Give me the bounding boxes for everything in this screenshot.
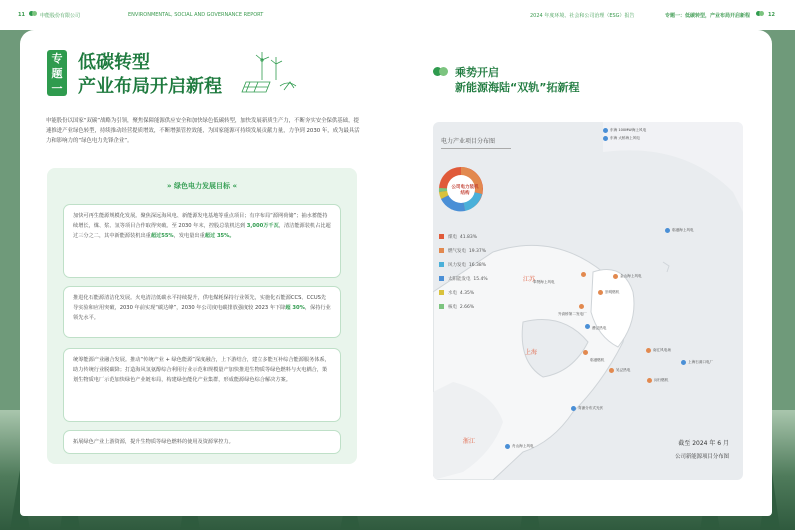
site-label: 漕泾热电 [592, 326, 607, 330]
report-title-cn: 2024 年度环境、社会和公司治理（ESG）报告 [530, 13, 635, 19]
legend-name: 太阳能发电 [448, 277, 471, 282]
site-label: 上海石洞口电厂 [688, 360, 714, 364]
goal-text: 统筹能源产业融合发展。推动“传统产业 + 绿色能源”深度融合，上下游结合，建立多能互补综合能源服务体系，助力传统行业脱碳降；打造海风氢氨醇综合利用行业示范和规模量产加快推进生物质等绿色燃料与火电耦合，策划生物质电厂示范加快绿色产业链布局，构建绿色能化产业集群，形成能源绿色综合解决方案。 [73, 357, 330, 383]
legend-value: 19.37% [468, 249, 487, 254]
goal-card [63, 286, 341, 338]
double-chevron-right-icon: » [167, 182, 172, 190]
site-label: 外高桥第二发电厂 [558, 312, 587, 316]
legend-item [439, 290, 474, 296]
goal-highlight: 超过55% [150, 233, 174, 239]
site-marker [571, 406, 576, 411]
site-marker [647, 378, 652, 383]
legend-name: 核电 [448, 305, 457, 310]
site-marker [579, 304, 584, 309]
region-label-shanghai: 上海 [525, 349, 538, 356]
site-label: 崇明燃机 [605, 290, 620, 294]
legend-item [439, 276, 488, 282]
legend-swatch [439, 276, 444, 281]
legend-name: 煤电 [448, 235, 457, 240]
topic-badge [47, 50, 67, 96]
pie-center-label: 公司电力装机结构 [451, 185, 479, 196]
site-marker [613, 274, 618, 279]
brand-dot-icon [756, 11, 764, 17]
legend-item [439, 262, 486, 268]
right-subtitle: 新能源海陆“双轨”拓新程 [455, 81, 580, 94]
section-title: 专题一：低碳转型，产业布局开启新程 [665, 13, 751, 19]
legend-value: 4.35% [459, 291, 475, 296]
site-marker [603, 128, 608, 133]
legend-name: 燃气发电 [448, 249, 466, 254]
double-chevron-left-icon: « [232, 182, 237, 190]
wind-solar-icon [240, 52, 302, 94]
legend-name: 风力发电 [448, 263, 466, 268]
legend-swatch [439, 262, 444, 267]
page-number-right: 12 [768, 12, 775, 18]
legend-swatch [439, 290, 444, 295]
green-goals-panel [47, 168, 357, 464]
goal-text: ，清洁能源装机占比超过三分之二，其中新能源装机出重 [73, 223, 331, 239]
badge-char: 一 [51, 82, 63, 95]
legend-value: 16.38% [468, 263, 487, 268]
legend-name: 水电 [448, 291, 457, 296]
map-caption: 公司新能源项目分布图 [675, 454, 729, 460]
site-marker [581, 272, 586, 277]
intro-paragraph: 申能股份以国家“双碳”战略为引领，聚焦保障能源供应安全和加快绿色低碳转型，加快发展新质生产力，不断夯实安全保供基础，提速推进产业绿色转型，持续推动经营提质增效，不断增强管控效能，为国家能源可持续发展贡献力量，力争到 2030 年，成为最具活力和影响力的“绿色电力先锋企业”。 [46, 118, 360, 144]
map-date-note: 截至 2024 年 6 月 [678, 440, 729, 447]
legend-item [439, 304, 474, 310]
badge-char: 题 [51, 67, 63, 80]
site-marker [603, 136, 608, 141]
goal-card [63, 204, 341, 278]
site-label: 奉贤海上风电 [533, 280, 555, 284]
goal-highlight: 超过 35%。 [204, 233, 235, 239]
site-label: 东海 100MW海上风电 [610, 128, 647, 132]
goals-title-text: 绿色电力发展目标 [174, 182, 230, 190]
legend-item [439, 248, 486, 254]
legend-value: 41.83% [459, 235, 478, 240]
site-marker [681, 360, 686, 365]
site-marker [609, 368, 614, 373]
site-label: 金山海上风电 [620, 274, 642, 278]
site-label: 舟山海上风电 [512, 444, 534, 448]
legend-item [439, 234, 477, 240]
region-label-jiangsu: 江苏 [523, 276, 536, 283]
right-title: 乘势开启 [455, 66, 499, 79]
report-title-en: ENVIRONMENTAL, SOCIAL AND GOVERNANCE REPORT [128, 12, 264, 18]
site-marker [665, 228, 670, 233]
goal-text: 拓展绿色产业上游资源，提升生物质等绿色燃料的使用及资源掌控力。 [73, 439, 234, 445]
site-label: 南汇风电场 [653, 348, 671, 352]
goal-card [63, 348, 341, 422]
legend-value: 2.66% [459, 305, 475, 310]
map-title-divider [441, 148, 511, 149]
legend-swatch [439, 304, 444, 309]
header-bar [0, 0, 795, 30]
site-label: 闵行燃机 [654, 378, 669, 382]
goal-highlight: 3,000万千瓦 [246, 223, 279, 229]
site-label: 临港燃机 [590, 358, 605, 362]
page-number-left: 11 [18, 12, 25, 18]
goal-highlight: 超 30% [285, 305, 305, 311]
region-label-zhejiang: 浙江 [463, 438, 476, 445]
site-label: 吴泾热电 [616, 368, 631, 372]
site-marker [505, 444, 510, 449]
project-map [433, 122, 743, 480]
site-marker [585, 324, 590, 329]
goal-text: ，发电量出重 [173, 233, 205, 239]
goal-text: ，保持行业领先水平。 [73, 305, 331, 321]
site-label: 青浦分布式光伏 [578, 406, 604, 410]
legend-swatch [439, 234, 444, 239]
goal-card [63, 430, 341, 454]
page-subtitle: 产业布局开启新程 [78, 76, 222, 97]
page-title: 低碳转型 [78, 52, 150, 73]
legend-value: 15.4% [473, 277, 488, 282]
site-marker [646, 348, 651, 353]
goal-text: 加快可再生能源规模化发展。聚焦深远海风电、新能源发电基地等重点项目；有序布局“源网荷储”；抽水蓄能持续增长，煤、浆、氢等项目合作取得突破。至 2030 年末，控股总装机达到 [73, 213, 328, 229]
site-label: 东海 大桥海上风电 [610, 136, 640, 140]
company-name: 申能股份有限公司 [40, 13, 81, 19]
site-marker [583, 350, 588, 355]
brand-dot-icon [29, 11, 37, 17]
goal-text: 推进化石能源清洁化发展。火电清洁低碳水平持续提升，供电煤耗保持行业领先，实施化石能源CCS、CCUS先导实验和应用突破，2030 年前实现“碳达峰”，2030 年公司度电碳排放强度较 2023 年下降 [73, 295, 327, 311]
badge-char: 专 [51, 52, 63, 65]
legend-swatch [439, 248, 444, 253]
site-label: 临港海上风电 [672, 228, 694, 232]
map-title: 电力产业项目分布图 [441, 138, 496, 145]
site-marker [598, 290, 603, 295]
goals-title [47, 181, 357, 191]
section-dot-icon [433, 67, 449, 76]
map-shapes [433, 122, 743, 480]
